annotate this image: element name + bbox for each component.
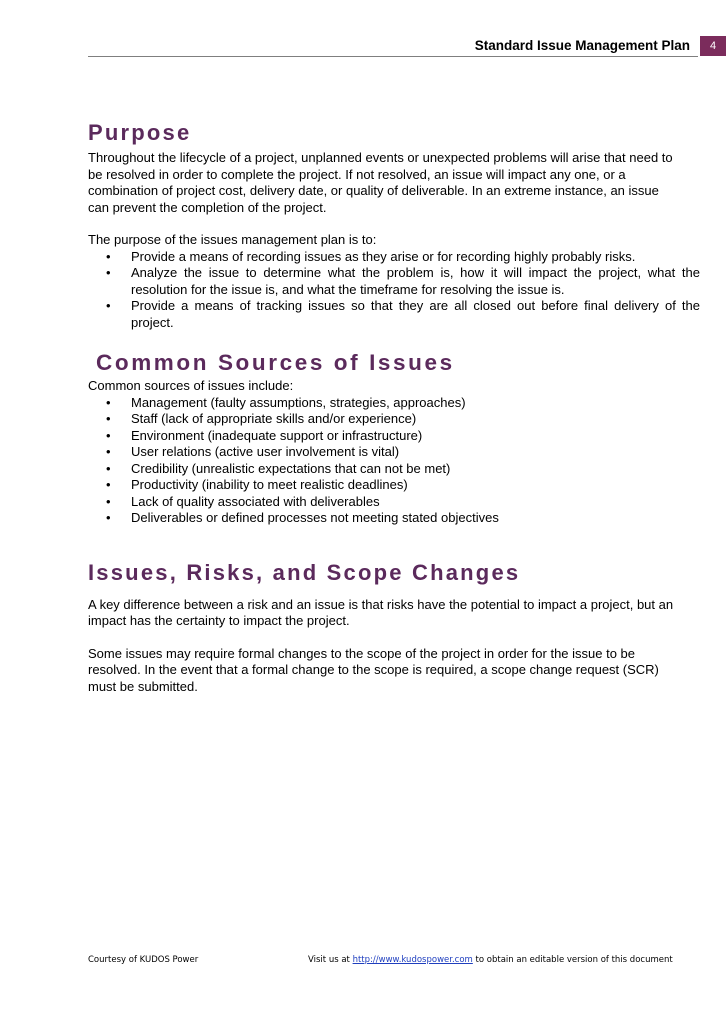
risks-p2-line-1: Some issues may require formal changes to the scope of the project in order for the issue to be bbox=[88, 645, 636, 661]
sources-list bbox=[88, 395, 700, 527]
list-item: • Deliverables or defined processes not meeting stated objectives bbox=[88, 510, 700, 527]
purpose-line-1: Throughout the lifecycle of a project, unplanned events or unexpected problems will arise that need to bbox=[88, 150, 673, 165]
risks-heading: Issues, Risks, and Scope Changes bbox=[88, 559, 521, 585]
list-item: • Analyze the issue to determine what the problem is, how it will impact the project, what the resolution for the issue is, and what the timeframe for resolving the issue is. bbox=[88, 265, 700, 298]
purpose-line-2: be resolved in order to complete the project. If not resolved, an issue will impact any one, or a bbox=[88, 166, 626, 182]
list-item: • Staff (lack of appropriate skills and/or experience) bbox=[88, 411, 700, 428]
document-body bbox=[88, 118, 700, 695]
purpose-intro: The purpose of the issues management plan is to: bbox=[88, 232, 377, 247]
list-item: • User relations (active user involvement is vital) bbox=[88, 444, 700, 461]
sources-intro: Common sources of issues include: bbox=[88, 378, 294, 393]
list-item: • Provide a means of tracking issues so that they are all closed out before final delivery of the project. bbox=[88, 298, 700, 331]
risks-p1-line-1: A key difference between a risk and an issue is that risks have the potential to impact a project, but an bbox=[88, 596, 674, 612]
kudospower-link[interactable]: http://www.kudospower.com bbox=[352, 955, 473, 965]
document-title: Standard Issue Management Plan bbox=[474, 38, 690, 53]
list-item: • Environment (inadequate support or infrastructure) bbox=[88, 428, 700, 445]
risks-p2-line-2: resolved. In the event that a formal change to the scope is required, a scope change request (SCR) bbox=[88, 662, 659, 677]
risks-p1-line-2: impact has the certainty to impact the project. bbox=[88, 613, 350, 628]
purpose-paragraph bbox=[88, 150, 700, 216]
purpose-list bbox=[88, 249, 700, 332]
page-number: 4 bbox=[700, 36, 726, 56]
footer-visit-prefix: Visit us at bbox=[308, 955, 350, 965]
footer-visit-suffix: to obtain an editable version of this document bbox=[475, 955, 673, 965]
list-item: • Management (faulty assumptions, strategies, approaches) bbox=[88, 395, 700, 412]
purpose-line-4: can prevent the completion of the project. bbox=[88, 199, 327, 215]
header-divider bbox=[88, 56, 698, 57]
purpose-line-3: combination of project cost, delivery date, or quality of deliverable. In an extreme instance, an issue bbox=[88, 183, 659, 198]
footer-credit: Courtesy of KUDOS Power bbox=[88, 955, 199, 965]
page-header bbox=[0, 36, 728, 58]
list-item: • Lack of quality associated with deliverables bbox=[88, 494, 700, 511]
risks-paragraph-2 bbox=[88, 646, 700, 696]
sources-heading: Common Sources of Issues bbox=[96, 350, 455, 375]
list-item: • Provide a means of recording issues as they arise or for recording highly probably risks. bbox=[88, 249, 700, 266]
purpose-heading: Purpose bbox=[88, 120, 192, 145]
risks-p2-line-3: must be submitted. bbox=[88, 678, 198, 694]
footer-visit bbox=[308, 955, 673, 965]
risks-paragraph-1 bbox=[88, 597, 700, 630]
list-item: • Credibility (unrealistic expectations that can not be met) bbox=[88, 461, 700, 478]
list-item: • Productivity (inability to meet realistic deadlines) bbox=[88, 477, 700, 494]
